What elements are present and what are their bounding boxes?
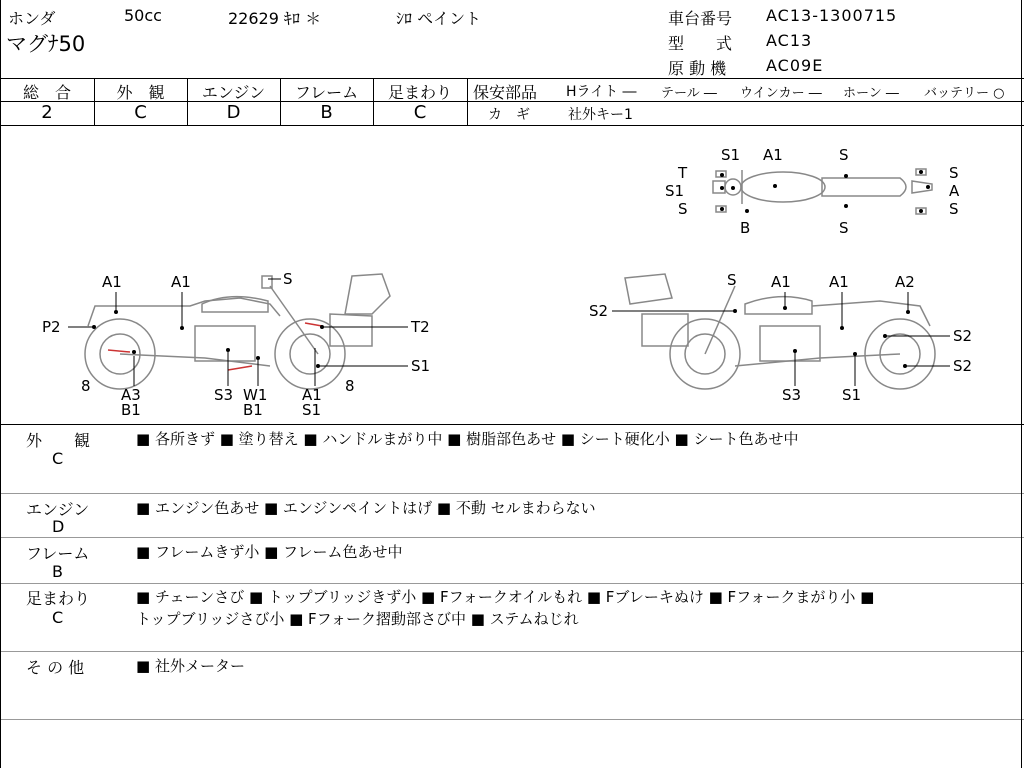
label: A3 — [121, 386, 141, 404]
grade-header-suspension: 足まわり — [387, 83, 452, 102]
remark-grade: D — [52, 517, 65, 536]
bike-top-view — [713, 169, 932, 214]
bike-right-view — [625, 274, 935, 389]
left-front-wheel — [275, 319, 345, 389]
displacement: 50cc — [124, 6, 162, 25]
label: P2 — [42, 318, 61, 336]
divider — [467, 101, 1024, 102]
grade-exterior: C — [134, 102, 147, 123]
label: 8 — [81, 377, 91, 395]
mileage: 22629 ｷﾛ ＊ — [228, 9, 322, 28]
divider — [467, 78, 468, 125]
label: B — [740, 219, 751, 237]
diagram-labels — [42, 146, 972, 419]
left-damage-mark — [305, 323, 322, 326]
type-label: 型 式 — [668, 34, 733, 53]
left-front-hub — [290, 334, 330, 374]
label: 8 — [345, 377, 355, 395]
grade-header-engine: エンジン — [201, 83, 266, 102]
label: A1 — [771, 273, 791, 291]
label: S1 — [411, 357, 431, 375]
divider — [0, 424, 1024, 425]
label: S3 — [782, 386, 802, 404]
right-tank — [745, 297, 812, 314]
left-damage-mark — [108, 350, 130, 352]
label: S — [727, 271, 737, 289]
divider — [0, 651, 1024, 652]
left-windscreen — [345, 274, 390, 314]
divider — [0, 583, 1024, 584]
label: S2 — [953, 327, 973, 345]
right-engine — [760, 326, 820, 361]
leader-lines — [68, 279, 950, 386]
label: A1 — [102, 273, 122, 291]
label: B1 — [121, 401, 141, 419]
label: T2 — [411, 318, 430, 336]
remark-grade: C — [52, 608, 64, 627]
model-name: マグﾅ50 — [6, 32, 86, 56]
label: S — [839, 219, 849, 237]
engine-value: AC09E — [766, 56, 824, 75]
remark-grade: B — [52, 562, 63, 581]
safety-label: 保安部品 — [473, 83, 538, 102]
type-value: AC13 — [766, 31, 813, 50]
frame-no: AC13-1300715 — [766, 6, 898, 25]
grade-total: 2 — [41, 102, 53, 123]
label: S — [949, 164, 959, 182]
remark-line: ■ チェーンさび ■ トップブリッジきず小 ■ Fフォークオイルもれ ■ Fブレーキぬけ ■ Fフォークまがり小 ■ — [136, 588, 875, 606]
remark-line: ■ フレームきず小 ■ フレーム色あせ中 — [136, 543, 403, 561]
remark-category: エンジン — [26, 500, 90, 519]
right-windscreen — [625, 274, 672, 304]
left-damage-mark — [228, 366, 252, 370]
grade-header-exterior: 外 観 — [116, 83, 165, 102]
label: A2 — [895, 273, 915, 291]
label: S — [283, 270, 293, 288]
label: S1 — [842, 386, 862, 404]
remark-grade: C — [52, 449, 64, 468]
label: W1 — [243, 386, 268, 404]
frame-no-label: 車台番号 — [668, 9, 733, 28]
label: S3 — [214, 386, 234, 404]
border-right — [1021, 0, 1022, 768]
right-seat-line — [812, 301, 930, 326]
safety-winker: ウインカー ― — [740, 86, 822, 101]
remark-category: そ の 他 — [26, 658, 85, 677]
grade-frame: B — [320, 102, 333, 123]
engine-label: 原 動 機 — [668, 59, 727, 78]
divider — [0, 493, 1024, 494]
label: S1 — [665, 182, 685, 200]
remark-category: 外 観 — [26, 431, 91, 450]
label: S2 — [589, 302, 609, 320]
label: A — [949, 182, 960, 200]
remark-line: ■ エンジン色あせ ■ エンジンペイントはげ ■ 不動 セルまわらない — [136, 499, 596, 517]
label: S1 — [302, 401, 322, 419]
remark-category: 足まわり — [26, 589, 91, 608]
label: B1 — [243, 401, 263, 419]
grade-header-total: 総 合 — [22, 83, 71, 102]
label: A1 — [763, 146, 783, 164]
divider — [0, 719, 1024, 720]
divider — [0, 537, 1024, 538]
bike-left-view — [85, 274, 390, 389]
grade-engine: D — [226, 102, 241, 123]
label: S2 — [953, 357, 973, 375]
remark-line: ■ 社外メーター — [136, 657, 245, 675]
remark-category: フレーム — [26, 544, 90, 563]
grade-suspension: C — [413, 102, 427, 123]
color: ｼﾛ ペイント — [396, 9, 482, 28]
bike-diagram — [0, 126, 1020, 424]
remark-line: トップブリッジさび小 ■ Fフォーク摺動部さび中 ■ ステムねじれ — [136, 610, 579, 628]
remark-line: ■ 各所きず ■ 塗り替え ■ ハンドルまがり中 ■ 樹脂部色あせ ■ シート硬化小 ■ シート色あせ中 — [136, 430, 799, 448]
left-engine — [195, 326, 255, 361]
label: S — [949, 200, 959, 218]
label: A1 — [171, 273, 191, 291]
key-label: カ ギ — [488, 107, 530, 123]
label: A1 — [829, 273, 849, 291]
top-tank — [741, 172, 825, 202]
label: S — [678, 200, 688, 218]
safety-battery: バッテリー ○ — [924, 86, 1005, 101]
key-value: 社外キー1 — [568, 107, 633, 123]
top-seat — [822, 178, 906, 196]
label: T — [678, 164, 688, 182]
divider — [0, 78, 1024, 79]
safety-tail: テール ― — [661, 86, 717, 101]
maker: ホンダ — [8, 9, 56, 28]
label: A1 — [302, 386, 322, 404]
safety-horn: ホーン ― — [843, 86, 899, 101]
label: S1 — [721, 146, 741, 164]
safety-headlight: Hライト ― — [566, 84, 637, 100]
right-screen-box — [642, 314, 688, 346]
label: S — [839, 146, 849, 164]
grade-header-frame: フレーム — [294, 83, 359, 102]
